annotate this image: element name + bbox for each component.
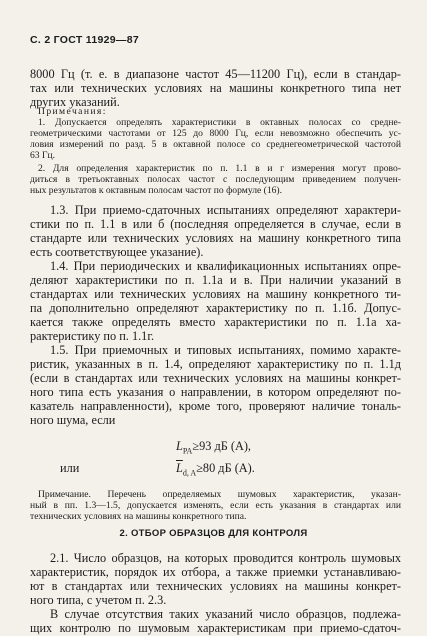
text-line: (если в стандартах или технических условиях на машины конкрет- — [30, 371, 401, 385]
note-line: диться в третьоктавных полосах частот с последующим приведением получен- — [30, 174, 401, 185]
notes-title: Примечания: — [38, 106, 107, 117]
note-line: ный в пп. 1.3—1.5, допускается изменять, если есть указания в стандартах или — [30, 500, 401, 511]
text-line: 1.5. При приемочных и типовых испытаниях, помимо характе- — [50, 343, 401, 357]
note-line: 1. Допускается определять характеристики в октавных полосах со среднe- — [38, 117, 401, 128]
page-header: С. 2 ГОСТ 11929—87 — [30, 34, 140, 46]
text-line: ного шума, если — [30, 413, 116, 427]
note-line: геометрическими частотами от 125 до 8000 Гц, если невозможно обеспечить ус- — [30, 128, 401, 139]
text-line: стандартах или технических условиях на машину конкретного ти- — [30, 287, 401, 301]
text-line: ют в стандартах или технических условиях на машины конкрет- — [30, 579, 401, 593]
formula-rest: ≥93 дБ (A), — [192, 439, 252, 453]
note-line: технических условиях на машины конкретного типа. — [30, 511, 247, 522]
text-line: тах или технических условиях на машины конкретного типа нет — [30, 81, 401, 95]
text-line: характеристик, порядок их отбора, а также приемки устанавливаю- — [30, 565, 401, 579]
text-line: 1.3. При приемо-сдаточных испытаниях определяют характери- — [50, 203, 401, 217]
text-line: В случае отсутствия таких указаний число образцов, подлежа- — [50, 607, 401, 621]
text-line: па дополнительно определяют характеристику по п. 1.1б. Допус- — [30, 301, 401, 315]
note-line: ных результатов к октавным полосам частот по формуле (16). — [30, 185, 283, 196]
text-line: щих контролю по шумовым характеристикам при приемо-сдаточ- — [30, 621, 401, 635]
text-line: ного типа есть указания о направлении, в котором определяют по- — [30, 385, 401, 399]
formula-or: или — [60, 461, 80, 475]
note-line: 63 Гц. — [30, 150, 56, 161]
formula-lpa — [176, 439, 251, 455]
text-line: 2.1. Число образцов, на которых проводится контроль шумовых — [50, 551, 401, 565]
section-heading: 2. ОТБОР ОБРАЗЦОВ ДЛЯ КОНТРОЛЯ — [119, 528, 308, 539]
text-line: стики по п. 1.1 в или б (последняя определяется в случае, если в — [30, 217, 401, 231]
text-line: 8000 Гц (т. е. в диапазоне частот 45—11200 Гц), если в стандар- — [30, 67, 401, 81]
text-line: 1.4. При периодических и квалификационных испытаниях опре- — [50, 259, 401, 273]
formula-subscript: PA — [182, 446, 193, 456]
formula-symbol: $\overline{L}$ — [176, 461, 183, 475]
text-line: ристик, указанных в п. 1.4, определяют характеристику по п. 1.1д — [30, 357, 401, 371]
text-line: есть соответствующее указание). — [30, 245, 204, 259]
text-line: рактеристику по п. 1.1г. — [30, 329, 155, 343]
text-line: кается также определять вместо характеристики по п. 1.1а ха- — [30, 315, 401, 329]
formula-rest: ≥80 дБ (A). — [196, 461, 255, 475]
text-line: ного типа, с учетом п. 2.3. — [30, 593, 167, 607]
note-line: Примечание. Перечень определяемых шумовых характеристик, указан- — [38, 489, 401, 500]
note-line: ловия измерений по разд. 5 в октавной полосе со среднегеометрической частотой — [30, 139, 401, 150]
note-line: 2. Для определения характеристик по п. 1.1 в и г измерения могут прово- — [38, 163, 401, 174]
text-line: стандарте или технических условиях на машину конкретного типа — [30, 231, 401, 245]
formula-symbol: L — [176, 439, 183, 453]
formula-subscript: d, A — [182, 468, 197, 478]
text-line: деляют характеристики по п. 1.1а и в. При наличии указаний в — [30, 273, 401, 287]
formula-lda — [176, 461, 255, 477]
text-line: других указаний. — [30, 95, 120, 109]
text-line: казатель направленности), кроме того, проверяют наличие тональ- — [30, 399, 401, 413]
